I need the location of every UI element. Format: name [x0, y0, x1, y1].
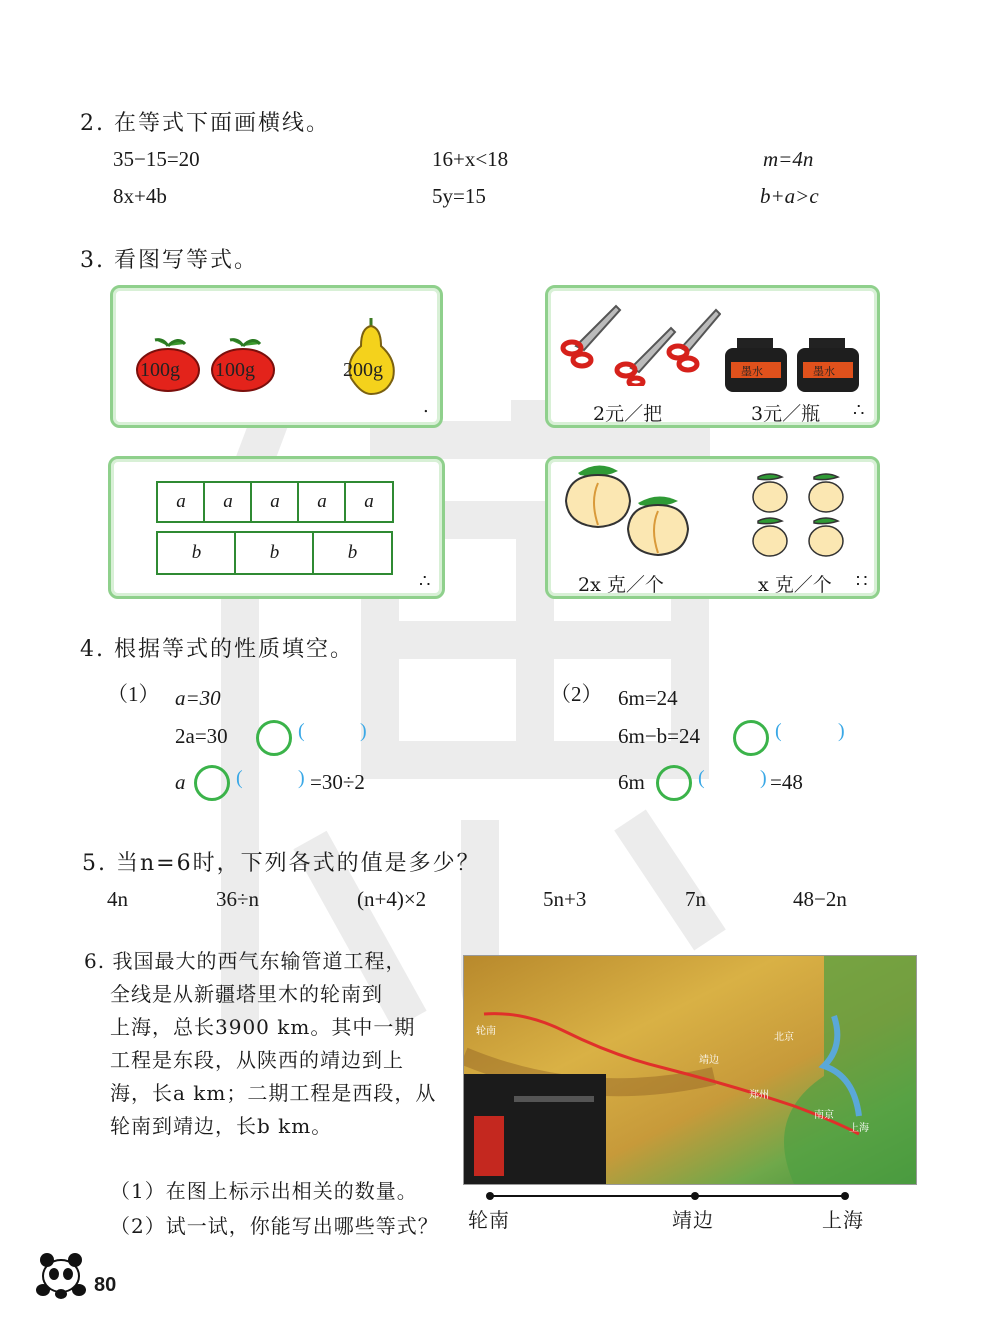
box2-mark: ∴ — [853, 400, 865, 421]
ink-label-1: 墨水 — [741, 365, 763, 378]
route-line — [480, 1186, 860, 1206]
segment-a: a — [344, 481, 394, 523]
q6-line: 海，长a km；二期工程是西段，从 — [110, 1081, 437, 1105]
paren-close: ) — [760, 767, 767, 789]
segment-a: a — [156, 481, 206, 523]
q2-eq-3: m=4n — [763, 147, 814, 171]
q3-box-peaches — [545, 456, 880, 599]
q6-line: 轮南到靖边，长b km。 — [110, 1114, 333, 1138]
map-label: 郑州 — [749, 1090, 769, 1101]
segment-b: b — [234, 531, 315, 575]
page-number: 80 — [94, 1274, 117, 1296]
q3-title: 3. 看图写等式。 — [80, 248, 258, 273]
pear-icon — [341, 316, 401, 396]
big-peach-weight: 2x 克／个 — [578, 574, 664, 596]
box1-mark: . — [423, 396, 429, 417]
ink-label-2: 墨水 — [813, 365, 835, 378]
q2-eq-1: 35−15=20 — [113, 147, 200, 171]
q4-p1-line1: a=30 — [175, 686, 221, 710]
q3-box-fruits — [110, 285, 443, 428]
q2-title: 2. 在等式下面画横线。 — [80, 111, 330, 136]
q3-box-scissors-ink — [545, 285, 880, 428]
operator-blank[interactable] — [194, 765, 230, 801]
q2-eq-5: 5y=15 — [432, 184, 486, 208]
q4-part2-label: （2） — [550, 682, 603, 706]
paren-open: ( — [236, 767, 243, 789]
pear-label: 200g — [343, 359, 383, 381]
operator-blank[interactable] — [656, 765, 692, 801]
ink-price: 3元／瓶 — [751, 403, 821, 425]
q5-expr: 5n+3 — [543, 887, 587, 911]
box4-mark: ∷ — [856, 571, 868, 592]
q6-sub2: （2）试一试，你能写出哪些等式？ — [110, 1214, 439, 1238]
q5-expr: 4n — [107, 887, 128, 911]
q4-p2-line1: 6m=24 — [618, 686, 678, 710]
q5-expr: 48−2n — [793, 887, 847, 911]
map-label: 南京 — [814, 1110, 834, 1121]
map-label: 轮南 — [476, 1026, 496, 1037]
q6-line: 全线是从新疆塔里木的轮南到 — [110, 982, 383, 1006]
q4-title: 4. 根据等式的性质填空。 — [80, 637, 354, 662]
q5-expr: 36÷n — [216, 887, 260, 911]
paren-open: ( — [698, 767, 705, 789]
box3-mark: ∴ — [419, 571, 431, 592]
q3-box-segments — [108, 456, 445, 599]
segment-a: a — [203, 481, 253, 523]
paren-close: ) — [838, 720, 845, 742]
scissors-icon — [556, 296, 721, 386]
panda-icon — [35, 1250, 91, 1300]
q6-sub1: （1）在图上标示出相关的数量。 — [110, 1179, 418, 1203]
q2-eq-6: b+a>c — [760, 184, 819, 208]
segment-b: b — [312, 531, 393, 575]
q5-expr: 7n — [685, 887, 706, 911]
operator-blank[interactable] — [256, 720, 292, 756]
route-label: 靖边 — [672, 1208, 714, 1232]
paren-open: ( — [298, 720, 305, 742]
q2-eq-2: 16+x<18 — [432, 147, 509, 171]
segment-b: b — [156, 531, 237, 575]
q6-line: 6. 我国最大的西气东输管道工程， — [84, 949, 407, 973]
paren-open: ( — [775, 720, 782, 742]
q4-p2-line3-left: 6m — [618, 770, 645, 794]
route-label: 轮南 — [468, 1208, 510, 1232]
map-label: 北京 — [774, 1032, 794, 1043]
q2-eq-4: 8x+4b — [113, 184, 167, 208]
apple-label-1: 100g — [140, 359, 180, 381]
apple-label-2: 100g — [215, 359, 255, 381]
map-label: 上海 — [849, 1123, 869, 1134]
q4-p2-line3-right: =48 — [770, 770, 803, 794]
q6-line: 工程是东段，从陕西的靖边到上 — [110, 1048, 404, 1072]
pipeline-map — [463, 955, 917, 1185]
q6-line: 上海，总长3900 km。其中一期 — [110, 1015, 416, 1039]
q5-expr: (n+4)×2 — [357, 887, 427, 911]
q5-title: 5. 当n=6时，下列各式的值是多少？ — [82, 851, 481, 876]
map-label: 靖边 — [699, 1055, 719, 1066]
small-peach-weight: x 克／个 — [758, 574, 832, 596]
scissors-price: 2元／把 — [593, 403, 663, 425]
q4-p2-line2: 6m−b=24 — [618, 724, 701, 748]
peach-icon — [748, 473, 868, 563]
operator-blank[interactable] — [733, 720, 769, 756]
segment-a: a — [250, 481, 300, 523]
q4-p1-line3-right: =30÷2 — [310, 770, 365, 794]
q4-p1-line2: 2a=30 — [175, 724, 228, 748]
segment-a: a — [297, 481, 347, 523]
peach-icon — [558, 461, 708, 561]
paren-close: ) — [298, 767, 305, 789]
route-label: 上海 — [822, 1208, 864, 1232]
q4-p1-line3-left: a — [175, 770, 186, 794]
paren-close: ) — [360, 720, 367, 742]
q4-part1-label: （1） — [107, 682, 160, 706]
